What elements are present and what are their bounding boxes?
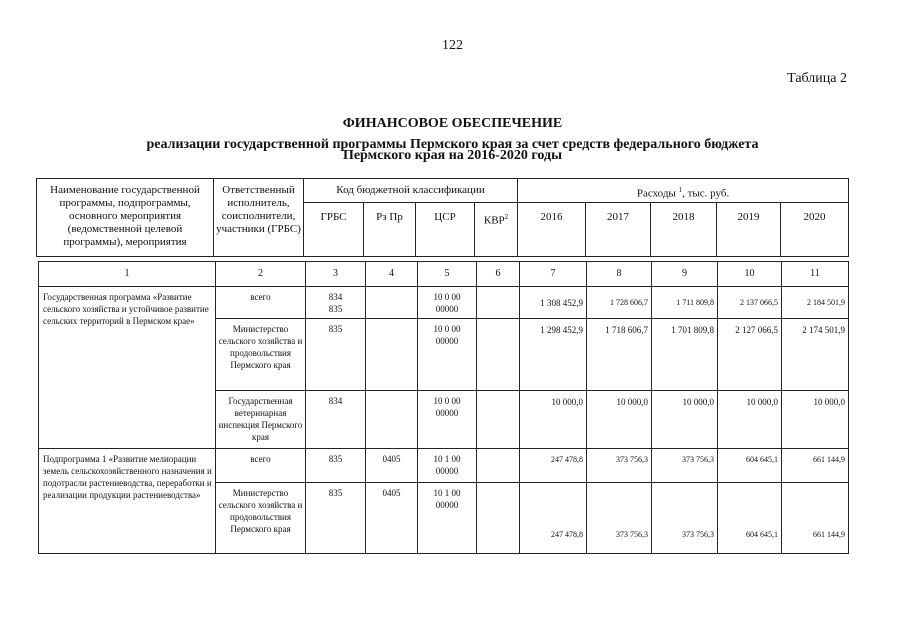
expenses-unit: , тыс. руб.: [682, 187, 730, 200]
value-2020: 2 184 501,9: [782, 287, 849, 319]
grbs-cell: 835: [306, 449, 366, 483]
program-name: Государственная программа «Развитие сельского хозяйства и устойчивое развитие сельских территорий в Пермском крае»: [39, 287, 216, 449]
value-2019: 2 137 066,5: [718, 287, 782, 319]
column-number: 2: [216, 262, 306, 287]
expenses-footnote: 1: [678, 186, 683, 194]
header-year: 2020: [781, 203, 849, 257]
value-2017: 373 756,3: [587, 449, 652, 483]
csr-cell: 10 0 00 00000: [418, 391, 477, 449]
kvr-cell: [477, 483, 520, 554]
value-2019: 604 645,1: [718, 483, 782, 554]
grbs-cell: 834: [306, 391, 366, 449]
value-2016: 1 308 452,9: [520, 287, 587, 319]
value-2019: 2 127 066,5: [718, 319, 782, 391]
title-line-2: реализации государственной программы Пермского края за счет средств федерального бюджета: [146, 137, 759, 152]
column-number: 7: [520, 262, 587, 287]
kvr-cell: [477, 391, 520, 449]
page-number: 122: [442, 38, 463, 53]
grbs-cell: 835: [306, 319, 366, 391]
header-grbs: ГРБС: [304, 203, 364, 257]
column-number: 10: [718, 262, 782, 287]
column-number-row: [39, 262, 849, 287]
value-2020: 661 144,9: [782, 449, 849, 483]
executor-cell: всего: [216, 449, 306, 483]
value-2017: 373 756,3: [587, 483, 652, 554]
value-2018: 373 756,3: [652, 483, 718, 554]
csr-cell: 10 0 00 00000: [418, 287, 477, 319]
subprogram-name: Подпрограмма 1 «Развитие мелиорации земель сельскохозяйственного назначения и подотрасли растениеводства, переработки и реализации продукции растениеводства»: [39, 449, 216, 554]
grbs-cell: 834 835: [306, 287, 366, 319]
header-executor: Ответственный исполнитель, соисполнители, участники (ГРБС): [214, 179, 304, 257]
executor-cell: Государственная ветеринарная инспекция Пермского края: [216, 391, 306, 449]
value-2017: 10 000,0: [587, 391, 652, 449]
value-2018: 1 711 809,8: [652, 287, 718, 319]
header-expenses: [518, 179, 849, 203]
value-2016: 247 478,8: [520, 483, 587, 554]
value-2019: 604 645,1: [718, 449, 782, 483]
csr-cell: 10 1 00 00000: [418, 483, 477, 554]
column-number: 5: [418, 262, 477, 287]
value-2016: 247 478,8: [520, 449, 587, 483]
csr-cell: 10 0 00 00000: [418, 319, 477, 391]
header-rzpr: Рз Пр: [364, 203, 416, 257]
table-body: [38, 261, 849, 554]
executor-cell: Министерство сельского хозяйства и продовольствия Пермского края: [216, 319, 306, 391]
value-2020: 661 144,9: [782, 483, 849, 554]
kvr-footnote: 2: [504, 213, 509, 221]
value-2018: 10 000,0: [652, 391, 718, 449]
header-year: 2017: [586, 203, 651, 257]
value-2017: 1 728 606,7: [587, 287, 652, 319]
rzpr-cell: 0405: [366, 483, 418, 554]
value-2020: 10 000,0: [782, 391, 849, 449]
header-csr: ЦСР: [416, 203, 475, 257]
document-title: [0, 116, 905, 163]
rzpr-cell: [366, 391, 418, 449]
column-number: 8: [587, 262, 652, 287]
kvr-cell: [477, 287, 520, 319]
header-year: 2019: [717, 203, 781, 257]
rzpr-cell: [366, 287, 418, 319]
column-number: 4: [366, 262, 418, 287]
executor-cell: всего: [216, 287, 306, 319]
column-number: 9: [652, 262, 718, 287]
value-2018: 373 756,3: [652, 449, 718, 483]
table-row: [39, 287, 849, 319]
kvr-cell: [477, 449, 520, 483]
header-budget-code: Код бюджетной классификации: [304, 179, 518, 203]
kvr-cell: [477, 319, 520, 391]
header-kvr: [475, 203, 518, 257]
header-year: 2016: [518, 203, 586, 257]
value-2019: 10 000,0: [718, 391, 782, 449]
column-number: 1: [39, 262, 216, 287]
expenses-label: Расходы: [636, 187, 676, 200]
value-2017: 1 718 606,7: [587, 319, 652, 391]
column-number: 11: [782, 262, 849, 287]
table-header: [36, 178, 849, 257]
value-2016: 1 298 452,9: [520, 319, 587, 391]
column-number: 6: [477, 262, 520, 287]
title-line-3: Пермского края на 2016-2020 годы: [342, 148, 563, 163]
csr-cell: 10 1 00 00000: [418, 449, 477, 483]
value-2016: 10 000,0: [520, 391, 587, 449]
rzpr-cell: 0405: [366, 449, 418, 483]
kvr-label: КВР: [483, 214, 505, 227]
header-year: 2018: [651, 203, 717, 257]
rzpr-cell: [366, 319, 418, 391]
grbs-cell: 835: [306, 483, 366, 554]
table-row: [39, 449, 849, 483]
header-name: Наименование государственной программы, подпрограммы, основного мероприятия (ведомственной целевой программы), мероприятия: [37, 179, 214, 257]
title-line-1: ФИНАНСОВОЕ ОБЕСПЕЧЕНИЕ: [342, 116, 563, 131]
table-label: Таблица 2: [787, 71, 847, 86]
value-2018: 1 701 809,8: [652, 319, 718, 391]
executor-cell: Министерство сельского хозяйства и продовольствия Пермского края: [216, 483, 306, 554]
column-number: 3: [306, 262, 366, 287]
value-2020: 2 174 501,9: [782, 319, 849, 391]
